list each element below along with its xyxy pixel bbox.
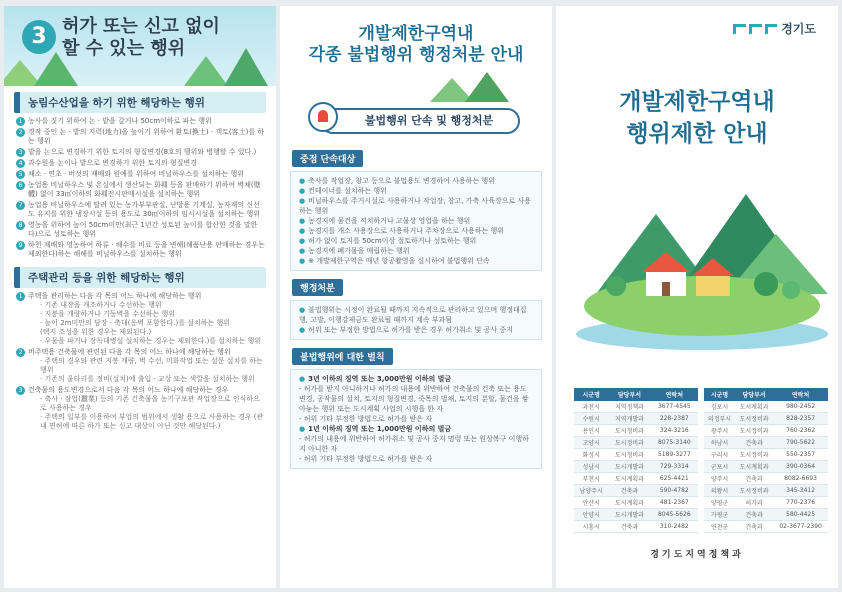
table-cell: 도시계획과 xyxy=(608,473,650,485)
item-number: 7 xyxy=(16,201,25,210)
tag-administrative-action: 행정처분 xyxy=(292,279,343,296)
table-cell: 시흥시 xyxy=(574,521,608,533)
item-text: 영농을 위하여 높이 50cm미만(최근 1년간 성토된 높이를 합산한 것을 말한다)으로 성토하는 행위 xyxy=(28,221,258,238)
bullet-line xyxy=(299,236,533,246)
table-cell: 안산시 xyxy=(574,497,608,509)
bullet-icon: ● xyxy=(299,247,306,255)
item-content xyxy=(28,201,266,219)
table-cell: 구리시 xyxy=(704,449,735,461)
table-row xyxy=(574,509,698,521)
panel-permitted-activities xyxy=(4,6,276,588)
table-cell: 도시계획과 xyxy=(608,497,650,509)
bullet-line xyxy=(299,196,533,216)
department-footer: 경기도지역정책과 xyxy=(650,550,744,560)
bullet-text: 농경지를 개소 사용장으로 사용하거나 주차장으로 사용하는 행위 xyxy=(308,227,505,235)
table-cell: 도시정비과 xyxy=(735,425,773,437)
panel-cover xyxy=(556,6,838,588)
bullet-icon: ● xyxy=(299,187,306,195)
table-cell: 도시정비과 xyxy=(735,449,773,461)
bullet-icon: ● xyxy=(299,257,306,265)
penalty-line: - 허가의 내용에 위반하여 허가취소 및 공사 중지 명령 또는 원상복구 이행하지 아니한 자 xyxy=(299,435,529,453)
table-row xyxy=(574,497,698,509)
item-sub-line: (택지 조성을 위한 경우는 제외된다.) xyxy=(40,328,152,336)
table-header: 연락처 xyxy=(773,388,828,401)
table-cell: 양주시 xyxy=(704,473,735,485)
table-row xyxy=(704,521,828,533)
gyeonggi-logo xyxy=(733,20,816,37)
table-cell: 도시정비과 xyxy=(608,437,650,449)
housing-items-list xyxy=(4,292,276,431)
item-number: 9 xyxy=(16,241,25,250)
bullet-icon: ● xyxy=(299,375,306,383)
item-number: 6 xyxy=(16,181,25,190)
panel-illegal-activities xyxy=(280,6,552,588)
table-cell: 허가과 xyxy=(735,497,773,509)
table-cell: 980-2452 xyxy=(773,401,828,413)
list-item xyxy=(16,221,266,239)
table-cell: 부천시 xyxy=(574,473,608,485)
list-item xyxy=(16,117,266,126)
table-cell: 729-3314 xyxy=(651,461,698,473)
table-cell: 도시계획과 xyxy=(735,461,773,473)
penalty-heading-text: 1년 이하의 징역 또는 1,000만원 이하의 벌금 xyxy=(308,425,452,433)
bullet-text: 축사를 작업장, 창고 등으로 불법용도 변경하여 사용하는 행위 xyxy=(308,177,495,185)
item-content xyxy=(28,117,212,126)
item-content xyxy=(28,148,256,157)
item-sub-line: · 주택의 경우와 관련 지붕 개량, 벽 수선, 미화작업 또는 설문 설치를 하는 행위 xyxy=(40,357,263,374)
list-item xyxy=(16,241,266,259)
list-item xyxy=(16,159,266,168)
item-content xyxy=(28,170,244,179)
bullet-icon: ● xyxy=(299,197,306,205)
bullet-line xyxy=(299,176,533,186)
table-row xyxy=(704,437,828,449)
table-cell: 324-3216 xyxy=(651,425,698,437)
penalties-box xyxy=(290,369,542,469)
table-cell: 310-2482 xyxy=(651,521,698,533)
table-cell: 건축과 xyxy=(608,521,650,533)
table-row xyxy=(704,509,828,521)
bullet-icon: ● xyxy=(299,326,306,334)
bullet-line xyxy=(299,246,533,256)
table-cell: 하남시 xyxy=(704,437,735,449)
table-cell: 도시정비과 xyxy=(735,485,773,497)
panel1-title: 허가 또는 신고 없이 할 수 있는 행위 xyxy=(62,16,220,59)
table-header: 담당부서 xyxy=(735,388,773,401)
village-illustration xyxy=(576,174,828,352)
tag-crackdown-targets: 중점 단속대상 xyxy=(292,150,363,167)
item-text: 밭을 논으로 변경하기 위한 토지의 형질변경(8호의 행위와 병행할 수 있다.) xyxy=(28,148,257,156)
table-cell: 도시정비과 xyxy=(608,425,650,437)
table-row xyxy=(574,461,698,473)
table-cell: 의왕시 xyxy=(704,485,735,497)
table-header: 담당부서 xyxy=(608,388,650,401)
item-text: 하천 재배와 영농하여 하류 · 해수를 비료 등을 변해(해품난용 판매하는 경우는 제외한다)하는 해해를 비닐하우스를 설치하는 행위 xyxy=(28,241,265,258)
item-text: 건축물의 용도변경으로서 다음 각 목의 어느 하나에 해당하는 경우 xyxy=(28,386,229,394)
mountain-decoration xyxy=(465,72,509,102)
section-number-badge: 3 xyxy=(22,20,56,54)
list-item xyxy=(16,170,266,179)
item-number: 5 xyxy=(16,170,25,179)
item-content xyxy=(28,221,266,239)
tree-shape xyxy=(606,276,626,296)
table-cell: 481-2367 xyxy=(651,497,698,509)
table-cell: 광주시 xyxy=(704,425,735,437)
table-row xyxy=(704,401,828,413)
item-text: 주택을 관리하는 다음 각 목의 어느 하나에 해당하는 행위 xyxy=(28,292,202,300)
item-content xyxy=(28,181,266,199)
table-cell: 지역정책과 xyxy=(608,401,650,413)
table-cell: 건축과 xyxy=(735,521,773,533)
table-header: 시군명 xyxy=(704,388,735,401)
table-cell: 남양주시 xyxy=(574,485,608,497)
table-cell: 228-2387 xyxy=(651,413,698,425)
item-number: 1 xyxy=(16,117,25,126)
table-cell: 770-2376 xyxy=(773,497,828,509)
panel2-banner xyxy=(280,74,552,142)
section-heading-agriculture: 농림수산업을 하기 위한 해당하는 행위 xyxy=(14,92,266,113)
item-sub-line: · 지붕을 개량하거나 기둥벽을 수선하는 행위 xyxy=(40,310,176,318)
bullet-text: 비닐하우스를 주거시설로 사용하거나 작업장, 창고, 가축 사육장으로 사용하는 행위 xyxy=(299,197,531,215)
penalty-heading-text: 3년 이하의 징역 또는 3,000만원 이하의 벌금 xyxy=(308,375,452,383)
table-cell: 과천시 xyxy=(574,401,608,413)
penalty-heading xyxy=(299,374,533,384)
contact-table-left xyxy=(574,388,698,533)
bullet-text: 컨테이너를 설치하는 행위 xyxy=(308,187,387,195)
table-row xyxy=(574,401,698,413)
bullet-text: ※ 개발제한구역은 매년 항공촬영을 실시하여 불법행위 단속 xyxy=(308,257,490,265)
table-cell: 도시개발과 xyxy=(608,509,650,521)
table-cell: 안양시 xyxy=(574,509,608,521)
panel1-header xyxy=(4,6,276,86)
section-heading-housing: 주택관리 등을 위한 해당하는 행위 xyxy=(14,267,266,288)
tree-shape xyxy=(754,272,778,296)
administrative-action-box xyxy=(290,300,542,340)
item-content xyxy=(28,386,266,431)
bullet-icon: ● xyxy=(299,237,306,245)
penalty-line: - 허위 기타 부정한 방법으로 허가를 받은 자 xyxy=(299,455,433,463)
table-header: 시군명 xyxy=(574,388,608,401)
table-row xyxy=(574,437,698,449)
item-sub-line: · 높이 2m미만의 담장 · 축대(옹벽 포함한다.)를 설치하는 행위 xyxy=(40,319,230,327)
table-cell: 가평군 xyxy=(704,509,735,521)
table-row xyxy=(704,461,828,473)
table-cell: 연천군 xyxy=(704,521,735,533)
item-number: 3 xyxy=(16,148,25,157)
mountain-decoration xyxy=(224,48,268,86)
tree-shape xyxy=(782,281,800,299)
cover-title: 개발제한구역내 행위제한 안내 xyxy=(619,89,775,147)
bullet-icon: ● xyxy=(299,177,306,185)
list-item xyxy=(16,128,266,146)
table-cell: 도시개발과 xyxy=(608,461,650,473)
item-sub-line: · 기존의 울타리를 정비(설치)에 출입 · 교상 또는 색깔을 설치하는 행위 xyxy=(40,375,255,383)
table-row xyxy=(704,497,828,509)
item-sub-line: · 축사 · 잠업(蠶業) 등의 기존 건축물을 농기구보관 작업장으로 인식하으로 사용하는 경우 xyxy=(40,395,260,412)
item-content xyxy=(28,128,266,146)
siren-icon xyxy=(308,102,338,132)
table-cell: 화성시 xyxy=(574,449,608,461)
tag-penalties: 불법행위에 대한 벌칙 xyxy=(292,348,393,365)
list-item xyxy=(16,201,266,219)
item-sub-list xyxy=(28,395,266,431)
item-number: 8 xyxy=(16,221,25,230)
crackdown-targets-box xyxy=(290,171,542,271)
list-item xyxy=(16,386,266,431)
table-cell: 성남시 xyxy=(574,461,608,473)
table-row xyxy=(574,449,698,461)
bullet-line xyxy=(299,226,533,236)
item-text: 농업용 비닐하우스 및 온실에서 생산되는 화훼 등을 판매하기 위하여 벽체(壁體) 없이 33㎡이하의 화훼전시판매시설을 설치하는 행위 xyxy=(28,181,261,198)
table-row xyxy=(704,413,828,425)
table-cell: 수원시 xyxy=(574,413,608,425)
table-cell: 8045-5626 xyxy=(651,509,698,521)
bullet-line xyxy=(299,256,533,266)
house-shape xyxy=(696,274,730,296)
item-text: 경작 중인 논 · 밭의 지력(地力)을 높이기 위하여 환토(換土) · 객토(客土)를 하는 행위 xyxy=(28,128,265,145)
table-cell: 용인시 xyxy=(574,425,608,437)
item-number: 4 xyxy=(16,159,25,168)
item-sub-line: · 우물을 파거나 장독대병설 설치하는 경우는 제외한다.)를 설치하는 행위 xyxy=(40,337,262,345)
list-item xyxy=(16,181,266,199)
table-cell: 580-4425 xyxy=(773,509,828,521)
table-cell: 828-2357 xyxy=(773,413,828,425)
item-number: 1 xyxy=(16,292,25,301)
penalty-line: - 허위 기타 부정한 방법으로 허가를 받은 자 xyxy=(299,415,433,423)
table-row xyxy=(704,449,828,461)
bullet-line xyxy=(299,305,533,325)
table-cell: 345-3412 xyxy=(773,485,828,497)
table-cell: 건축과 xyxy=(608,485,650,497)
table-cell: 8075-3140 xyxy=(651,437,698,449)
table-cell: 02-3677-2390 xyxy=(773,521,828,533)
bullet-line xyxy=(299,216,533,226)
list-item xyxy=(16,148,266,157)
bullet-icon: ● xyxy=(299,217,306,225)
table-header: 연락처 xyxy=(651,388,698,401)
item-sub-list xyxy=(28,301,261,346)
bullet-line xyxy=(299,186,533,196)
penalty-line: - 허가를 받지 아니하거나 허가의 내용에 위반하여 건축물의 건축 또는 용도변경, 공작물의 설치, 토지의 형질변경, 죽목의 벌채, 토지의 분할, 물건을 쌓아놓는 행위 또는 도시계획 사업의 시행을 한 자 xyxy=(299,385,529,413)
table-cell: 760-2362 xyxy=(773,425,828,437)
logo-text: 경기도 xyxy=(781,22,816,36)
table-cell: 590-4782 xyxy=(651,485,698,497)
bullet-icon: ● xyxy=(299,425,306,433)
table-row xyxy=(704,473,828,485)
table-cell: 790-5622 xyxy=(773,437,828,449)
item-text: 농업용 비닐하우스에 딸려 있는 농가부부관실, 난방용 기계실, 농자재의 신선도 유지를 위한 냉장시설 등의 용도로 30㎡이하의 임시시설을 설치하는 행위 xyxy=(28,201,261,218)
table-row xyxy=(704,425,828,437)
table-cell: 김포시 xyxy=(704,401,735,413)
bullet-icon: ● xyxy=(299,306,306,314)
item-number: 3 xyxy=(16,386,25,395)
list-item xyxy=(16,348,266,384)
table-cell: 도시정비과 xyxy=(735,413,773,425)
table-cell: 고양시 xyxy=(574,437,608,449)
table-cell: 군포시 xyxy=(704,461,735,473)
item-text: 비주택용 건축물에 관련된 다음 각 목의 어느 하나에 해당하는 행위 xyxy=(28,348,231,356)
table-cell: 550-2357 xyxy=(773,449,828,461)
table-cell: 625-4421 xyxy=(651,473,698,485)
penalty-heading xyxy=(299,424,533,434)
item-sub-line: · 기존 내장을 개조하거나 수선하는 행위 xyxy=(40,301,162,309)
panel2-title: 개발제한구역내 각종 불법행위 행정처분 안내 xyxy=(308,24,524,65)
table-cell: 도시계획과 xyxy=(735,401,773,413)
bullet-text: 허가 없이 토지를 50cm이상 절토하거나 성토하는 행위 xyxy=(308,237,477,245)
bullet-line xyxy=(299,325,533,335)
table-row xyxy=(574,485,698,497)
table-cell: 건축과 xyxy=(735,509,773,521)
bullet-text: 농경지에 폐기물을 매립하는 행위 xyxy=(308,247,410,255)
bullet-icon: ● xyxy=(299,227,306,235)
item-text: 과수원을 논이나 밭으로 변경하기 위한 토지의 형질변경 xyxy=(28,159,197,167)
item-number: 2 xyxy=(16,128,25,137)
mountain-decoration xyxy=(184,56,228,86)
table-row xyxy=(574,521,698,533)
table-cell: 지역개발과 xyxy=(608,413,650,425)
item-content xyxy=(28,348,266,384)
table-row xyxy=(574,425,698,437)
item-text: 농사를 짓기 위하여 논 · 밭을 갈거나 50cm이하로 파는 행위 xyxy=(28,117,212,125)
item-content xyxy=(28,159,197,168)
bullet-text: 허위 또는 부정한 방법으로 허가를 받은 경우 허가취소 및 공사 중지 xyxy=(308,326,513,334)
item-sub-line: · 주택의 일부를 이용하여 부업의 범위에서 생활 용으로 사용하는 경우 (관내 면허에 따른 하가 또는 신고 대상이 아닌 것만 해당된다.) xyxy=(40,413,264,430)
table-cell: 3677-4545 xyxy=(651,401,698,413)
table-cell: 건축과 xyxy=(735,473,773,485)
table-row xyxy=(574,473,698,485)
agriculture-items-list xyxy=(4,117,276,259)
contact-table-right xyxy=(704,388,828,533)
enforcement-pill-label: 불법행위 단속 및 행정처분 xyxy=(320,108,520,134)
item-number: 2 xyxy=(16,348,25,357)
house-door-shape xyxy=(662,282,670,296)
item-sub-list xyxy=(28,357,266,384)
bullet-text: 농경지에 물건을 적치하거나 고물상 영업을 하는 행위 xyxy=(308,217,471,225)
item-text: 채소 · 연초 · 버섯의 재배와 원예를 위하여 비닐하우스를 설치하는 행위 xyxy=(28,170,245,178)
table-cell: 도시정비과 xyxy=(608,449,650,461)
table-cell: 5189-3277 xyxy=(651,449,698,461)
table-row xyxy=(704,485,828,497)
bullet-text: 불법행위는 시정이 완료될 때까지 지속적으로 관리하고 있으며 행정대집행, 고발, 이행강제금도 완료될 때까지 계속 부과됨 xyxy=(299,306,527,324)
table-cell: 8082-6693 xyxy=(773,473,828,485)
item-content xyxy=(28,241,266,259)
gyeonggi-logo-icon xyxy=(733,24,777,34)
table-cell: 의정부시 xyxy=(704,413,735,425)
table-row xyxy=(574,413,698,425)
item-content xyxy=(28,292,261,346)
list-item xyxy=(16,292,266,346)
table-cell: 건축과 xyxy=(735,437,773,449)
table-cell: 양평군 xyxy=(704,497,735,509)
table-cell: 390-0364 xyxy=(773,461,828,473)
